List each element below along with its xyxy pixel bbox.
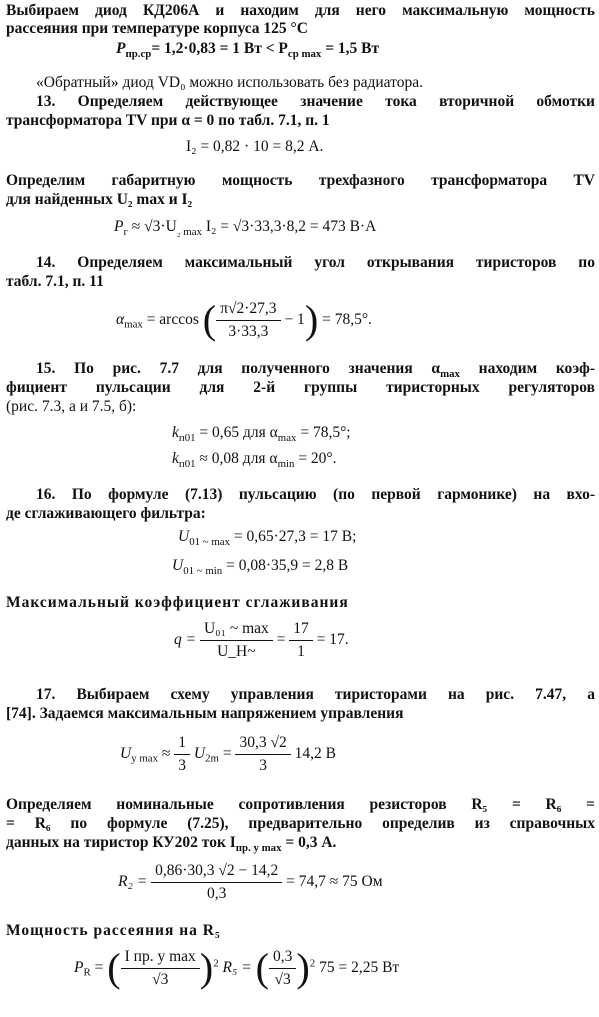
text-line: для найденных U₂ max и I₂	[6, 191, 193, 208]
equation-ripple-max: $k_{п01} = 0,65$ для $\alpha_{max} = 78,5^\circ$;	[172, 424, 351, 444]
text-line: 13. Определяем действующее значение тока вторичной обмотки	[36, 93, 595, 110]
equation-resistor: R₂ = $\frac{0,86\cdot 30,3 √2 - 14,2}{0,3}$ = 74,7 ≈ 75 Ом	[118, 862, 383, 902]
equation-control-voltage: $U_{у max}$ ≈ $\frac{1}{3}$ $U_{2m}$ = $\frac{30,3 √2}{3}$ 14,2 В	[120, 734, 336, 774]
text-line: данных на тиристор КУ202 ток $I_{пр. у max} = 0,3$ А.	[6, 834, 337, 854]
text-line: = R₆ по формуле (7.25), предварительно определив из справочных	[6, 815, 595, 832]
text-line: Мощность рассеяния на R₅	[6, 922, 221, 939]
equation-ripple-min: $k_{п01} \approx 0,08$ для $\alpha_{min} = 20^\circ$.	[172, 450, 337, 470]
text-line: Определяем номинальные сопротивления резисторов R₅ = R₆ =	[6, 796, 595, 813]
text-line: «Обратный» диод VD₀ можно использовать без радиатора.	[36, 74, 423, 91]
text-line: де сглаживающего фильтра:	[6, 505, 206, 522]
text-line: 17. Выбираем схему управления тиристорами на рис. 7.47, а	[36, 686, 595, 703]
equation-voltage-min: $U_{01 \sim min} = 0,08\cdot 35,9 = 2,8$ В	[172, 557, 349, 577]
text-line: Определим габаритную мощность трехфазного трансформатора TV	[6, 172, 595, 189]
equation-smoothing: q = $\frac{\text{U₀₁ \textasciitilde{} max}}{U\_H\sim}$ = $\frac{17}{1}$ = 17.	[174, 620, 349, 660]
text-line: трансформатора TV при α = 0 по табл. 7.1, п. 1	[6, 112, 330, 129]
equation-max-angle: $\alpha_{max} = \arccos$ ( $\frac{\pi√2\cdot 27,3}{3\cdot 33,3}$ − 1) = 78,5°.	[116, 297, 372, 343]
equation-current: I₂ = 0,82 · 10 = 8,2 А.	[186, 138, 324, 155]
equation-transformer-power: $P_г \approx √3\cdot U_{_2 max}$ I₂ = √3·33,3·8,2 = 473 В·А	[114, 218, 377, 238]
text-line: рассеяния при температуре корпуса 125 °C	[6, 20, 308, 37]
text-line: Максимальный коэффициент сглаживания	[6, 594, 349, 611]
equation-dissipation: $P_R$ = ( $\frac{\text{I пр. у max}}{√3}$ )$^2$ R₅ = ( $\frac{0,3}{√3}$ )$^2$ 75 = 2,25 Вт	[74, 945, 400, 991]
text-line: 15. По рис. 7.7 для полученного значения $\alpha_{max}$ находим коэф-	[36, 360, 595, 380]
text-line: табл. 7.1, п. 11	[6, 273, 104, 290]
equation-diode-power: $P_{пр.ср}= 1,2\cdot 0,83 = 1$ Вт < $P_{ср max} = 1,5$ Вт	[116, 40, 380, 60]
text-line: (рис. 7.3, а и 7.5, б):	[6, 398, 137, 415]
text-line: фициент пульсации для 2-й группы тиристорных регуляторов	[6, 379, 595, 396]
text-line: 14. Определяем максимальный угол открывания тиристоров по	[36, 254, 595, 271]
text-line: 16. По формуле (7.13) пульсацию (по первой гармонике) на вхо-	[36, 486, 595, 503]
text-line: [74]. Задаемся максимальным напряжением управления	[6, 705, 404, 722]
text-line: Выбираем диод КД206А и находим для него максимальную мощность	[6, 2, 595, 19]
equation-voltage-max: $U_{01 \sim max} = 0,65\cdot 27,3 = 17$ В;	[178, 528, 357, 548]
